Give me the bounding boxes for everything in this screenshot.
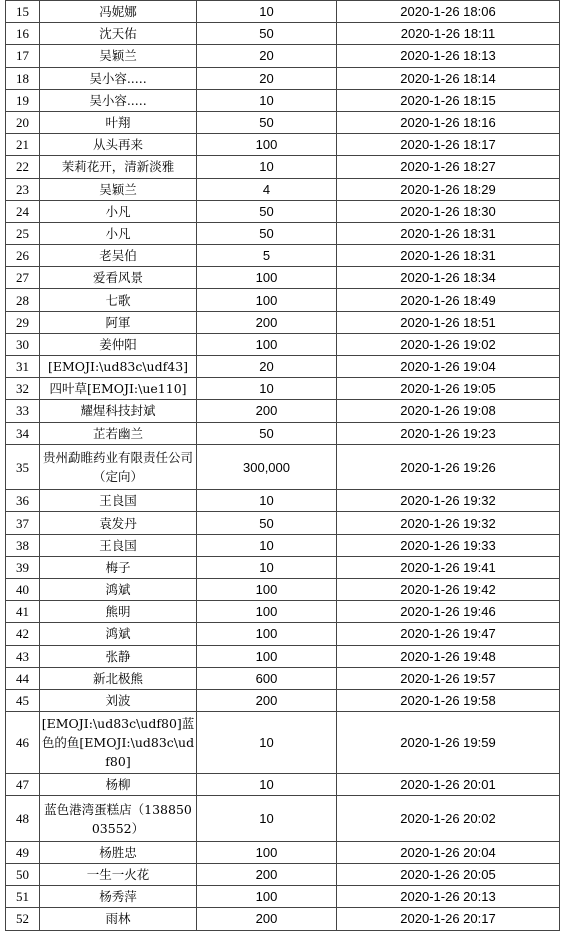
table-row <box>6 23 560 45</box>
donation-amount: 20 <box>197 67 337 89</box>
donor-name: 小凡 <box>40 200 197 222</box>
row-number: 24 <box>6 200 40 222</box>
donation-time: 2020-1-26 19:47 <box>337 623 560 645</box>
row-number: 43 <box>6 645 40 667</box>
donation-time: 2020-1-26 19:02 <box>337 333 560 355</box>
row-number: 51 <box>6 886 40 908</box>
table-row <box>6 178 560 200</box>
donation-amount: 200 <box>197 689 337 711</box>
row-number: 32 <box>6 378 40 400</box>
donation-amount: 50 <box>197 512 337 534</box>
table-row <box>6 645 560 667</box>
row-number: 15 <box>6 1 40 23</box>
donation-time: 2020-1-26 19:08 <box>337 400 560 422</box>
donor-name: 熊明 <box>40 601 197 623</box>
table-row <box>6 134 560 156</box>
donor-name: 小凡 <box>40 222 197 244</box>
table-row <box>6 311 560 333</box>
row-number: 33 <box>6 400 40 422</box>
donation-time: 2020-1-26 19:42 <box>337 579 560 601</box>
table-row <box>6 422 560 444</box>
donation-amount: 10 <box>197 774 337 796</box>
table-row <box>6 378 560 400</box>
donation-time: 2020-1-26 19:33 <box>337 534 560 556</box>
donation-time: 2020-1-26 20:17 <box>337 908 560 930</box>
table-row <box>6 556 560 578</box>
donation-time: 2020-1-26 19:23 <box>337 422 560 444</box>
donation-time: 2020-1-26 19:58 <box>337 689 560 711</box>
table-row <box>6 111 560 133</box>
donation-time: 2020-1-26 19:05 <box>337 378 560 400</box>
row-number: 23 <box>6 178 40 200</box>
donation-time: 2020-1-26 18:15 <box>337 89 560 111</box>
donation-amount: 5 <box>197 245 337 267</box>
donor-name: 吴颖兰 <box>40 45 197 67</box>
donation-time: 2020-1-26 19:48 <box>337 645 560 667</box>
donation-amount: 10 <box>197 712 337 774</box>
donation-amount: 200 <box>197 311 337 333</box>
donation-amount: 10 <box>197 796 337 842</box>
donation-amount: 200 <box>197 864 337 886</box>
donation-time: 2020-1-26 18:17 <box>337 134 560 156</box>
donation-time: 2020-1-26 20:13 <box>337 886 560 908</box>
donation-time: 2020-1-26 18:16 <box>337 111 560 133</box>
row-number: 36 <box>6 490 40 512</box>
donor-name: 吴小容..... <box>40 67 197 89</box>
row-number: 49 <box>6 841 40 863</box>
donation-time: 2020-1-26 18:51 <box>337 311 560 333</box>
table-row <box>6 667 560 689</box>
donor-name: 王良国 <box>40 534 197 556</box>
donor-name: 张静 <box>40 645 197 667</box>
table-row <box>6 534 560 556</box>
table-row <box>6 689 560 711</box>
donor-name: 雨林 <box>40 908 197 930</box>
donation-time: 2020-1-26 18:29 <box>337 178 560 200</box>
donor-name: 鸿斌 <box>40 623 197 645</box>
donation-amount: 50 <box>197 422 337 444</box>
row-number: 48 <box>6 796 40 842</box>
donation-amount: 100 <box>197 886 337 908</box>
donor-name: 吴小容..... <box>40 89 197 111</box>
table-row <box>6 1 560 23</box>
donation-amount: 50 <box>197 222 337 244</box>
donor-name: 叶翔 <box>40 111 197 133</box>
donor-name: 梅子 <box>40 556 197 578</box>
donation-time: 2020-1-26 18:13 <box>337 45 560 67</box>
row-number: 39 <box>6 556 40 578</box>
donor-name: 新北极熊 <box>40 667 197 689</box>
table-row <box>6 908 560 930</box>
row-number: 38 <box>6 534 40 556</box>
donor-name: 沈天佑 <box>40 23 197 45</box>
donor-name: 冯妮娜 <box>40 1 197 23</box>
table-row <box>6 579 560 601</box>
donation-amount: 200 <box>197 400 337 422</box>
donation-time: 2020-1-26 18:31 <box>337 245 560 267</box>
donor-name: 四叶草[EMOJI:\ue110] <box>40 378 197 400</box>
donation-time: 2020-1-26 18:06 <box>337 1 560 23</box>
row-number: 26 <box>6 245 40 267</box>
donation-amount: 10 <box>197 1 337 23</box>
donor-name: 刘波 <box>40 689 197 711</box>
donation-amount: 10 <box>197 490 337 512</box>
table-row <box>6 245 560 267</box>
donation-amount: 20 <box>197 45 337 67</box>
donation-time: 2020-1-26 20:01 <box>337 774 560 796</box>
donation-time: 2020-1-26 18:30 <box>337 200 560 222</box>
row-number: 17 <box>6 45 40 67</box>
donor-name: 鸿斌 <box>40 579 197 601</box>
donation-amount: 100 <box>197 289 337 311</box>
table-row <box>6 886 560 908</box>
donation-time: 2020-1-26 19:41 <box>337 556 560 578</box>
table-row <box>6 45 560 67</box>
donation-amount: 300,000 <box>197 444 337 490</box>
donation-amount: 100 <box>197 579 337 601</box>
row-number: 21 <box>6 134 40 156</box>
table-row <box>6 444 560 490</box>
donation-time: 2020-1-26 18:49 <box>337 289 560 311</box>
donation-amount: 100 <box>197 267 337 289</box>
row-number: 30 <box>6 333 40 355</box>
donation-time: 2020-1-26 18:27 <box>337 156 560 178</box>
row-number: 16 <box>6 23 40 45</box>
donation-time: 2020-1-26 19:59 <box>337 712 560 774</box>
donation-time: 2020-1-26 19:04 <box>337 356 560 378</box>
row-number: 25 <box>6 222 40 244</box>
donation-amount: 10 <box>197 534 337 556</box>
row-number: 18 <box>6 67 40 89</box>
row-number: 19 <box>6 89 40 111</box>
table-row <box>6 156 560 178</box>
table-row <box>6 400 560 422</box>
donation-amount: 200 <box>197 908 337 930</box>
row-number: 52 <box>6 908 40 930</box>
row-number: 34 <box>6 422 40 444</box>
donation-amount: 100 <box>197 134 337 156</box>
table-row <box>6 267 560 289</box>
donation-time: 2020-1-26 19:32 <box>337 512 560 534</box>
table-row <box>6 222 560 244</box>
table-row <box>6 67 560 89</box>
row-number: 20 <box>6 111 40 133</box>
donation-amount: 10 <box>197 156 337 178</box>
row-number: 22 <box>6 156 40 178</box>
row-number: 35 <box>6 444 40 490</box>
donation-time: 2020-1-26 20:02 <box>337 796 560 842</box>
donation-amount: 50 <box>197 111 337 133</box>
row-number: 28 <box>6 289 40 311</box>
row-number: 29 <box>6 311 40 333</box>
row-number: 44 <box>6 667 40 689</box>
donation-time: 2020-1-26 19:26 <box>337 444 560 490</box>
table-row <box>6 796 560 842</box>
donor-name: 茉莉花开，清新淡雅 <box>40 156 197 178</box>
donation-time: 2020-1-26 18:31 <box>337 222 560 244</box>
donor-name: 一生一火花 <box>40 864 197 886</box>
donor-name: 七歌 <box>40 289 197 311</box>
donor-name: 王良国 <box>40 490 197 512</box>
donor-name: 杨秀萍 <box>40 886 197 908</box>
donation-amount: 10 <box>197 89 337 111</box>
table-row <box>6 333 560 355</box>
row-number: 42 <box>6 623 40 645</box>
donor-name: 从头再来 <box>40 134 197 156</box>
row-number: 31 <box>6 356 40 378</box>
donation-amount: 100 <box>197 841 337 863</box>
donation-amount: 50 <box>197 23 337 45</box>
donation-time: 2020-1-26 19:32 <box>337 490 560 512</box>
table-row <box>6 601 560 623</box>
donor-name: 阿軍 <box>40 311 197 333</box>
row-number: 40 <box>6 579 40 601</box>
table-row <box>6 89 560 111</box>
donor-name: 爱看风景 <box>40 267 197 289</box>
table-row <box>6 774 560 796</box>
donation-amount: 100 <box>197 333 337 355</box>
donor-name: 杨柳 <box>40 774 197 796</box>
donor-name: 姜仲阳 <box>40 333 197 355</box>
donation-amount: 50 <box>197 200 337 222</box>
donation-amount: 10 <box>197 378 337 400</box>
row-number: 37 <box>6 512 40 534</box>
table-row <box>6 712 560 774</box>
table-row <box>6 356 560 378</box>
donation-amount: 100 <box>197 645 337 667</box>
table-row <box>6 200 560 222</box>
donation-amount: 100 <box>197 601 337 623</box>
table-row <box>6 841 560 863</box>
table-row <box>6 864 560 886</box>
donation-table <box>5 0 560 931</box>
donor-name: 袁发丹 <box>40 512 197 534</box>
table-row <box>6 490 560 512</box>
table-body <box>6 1 560 931</box>
row-number: 45 <box>6 689 40 711</box>
row-number: 47 <box>6 774 40 796</box>
donor-name: 杨胜忠 <box>40 841 197 863</box>
donation-time: 2020-1-26 18:34 <box>337 267 560 289</box>
table-row <box>6 289 560 311</box>
donor-name: 老吴伯 <box>40 245 197 267</box>
donation-time: 2020-1-26 18:14 <box>337 67 560 89</box>
donor-name: 吴颖兰 <box>40 178 197 200</box>
donation-time: 2020-1-26 20:04 <box>337 841 560 863</box>
donation-time: 2020-1-26 20:05 <box>337 864 560 886</box>
row-number: 46 <box>6 712 40 774</box>
donor-name: [EMOJI:\ud83c\udf80]蓝色的鱼[EMOJI:\ud83c\udf80] <box>40 712 197 774</box>
donation-time: 2020-1-26 19:46 <box>337 601 560 623</box>
donor-name: [EMOJI:\ud83c\udf43] <box>40 356 197 378</box>
row-number: 27 <box>6 267 40 289</box>
donor-name: 耀煋科技封斌 <box>40 400 197 422</box>
row-number: 41 <box>6 601 40 623</box>
donation-amount: 4 <box>197 178 337 200</box>
donation-amount: 600 <box>197 667 337 689</box>
donor-name: 蓝色港湾蛋糕店（13885003552） <box>40 796 197 842</box>
donor-name: 贵州勐睢药业有限责任公司（定向） <box>40 444 197 490</box>
donation-amount: 100 <box>197 623 337 645</box>
donation-time: 2020-1-26 19:57 <box>337 667 560 689</box>
donation-amount: 20 <box>197 356 337 378</box>
donor-name: 芷若幽兰 <box>40 422 197 444</box>
table-row <box>6 623 560 645</box>
row-number: 50 <box>6 864 40 886</box>
donation-time: 2020-1-26 18:11 <box>337 23 560 45</box>
donation-amount: 10 <box>197 556 337 578</box>
table-row <box>6 512 560 534</box>
